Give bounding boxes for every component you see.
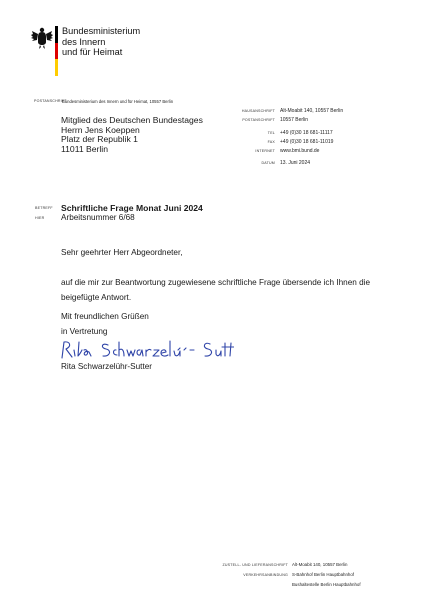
subject-line: Schriftliche Frage Monat Juni 2024 bbox=[61, 203, 203, 213]
footer-value: Bushaltestelle Berlin Hauptbahnhof bbox=[292, 582, 361, 587]
hier-label: HIER bbox=[35, 216, 45, 220]
info-label: TEL bbox=[267, 131, 275, 135]
ministry-name-line: und für Heimat bbox=[62, 47, 123, 57]
closing bbox=[61, 310, 401, 339]
footer-value: Alt-Moabit 140, 10557 Berlin bbox=[292, 562, 348, 567]
recipient-line: Herrn Jens Koeppen bbox=[61, 124, 140, 135]
info-value: 10557 Berlin bbox=[280, 117, 309, 123]
footer-row bbox=[200, 562, 400, 571]
recipient-line: Platz der Republik 1 bbox=[61, 134, 138, 145]
info-label: DATUM bbox=[261, 161, 275, 165]
info-label: POSTANSCHRIFT bbox=[242, 118, 275, 122]
info-value: Alt-Moabit 140, 10557 Berlin bbox=[280, 108, 344, 114]
closing-line: in Vertretung bbox=[61, 326, 108, 336]
handwritten-signature bbox=[58, 338, 234, 362]
footer-value: S-Bahnhof Berlin Hauptbahnhof bbox=[292, 572, 355, 577]
info-value: +49 (0)30 18 681-11019 bbox=[280, 139, 334, 145]
info-row bbox=[200, 139, 375, 148]
ministry-name-line: des Innern bbox=[62, 36, 106, 47]
info-row bbox=[200, 117, 375, 126]
footer-label: VERKEHRSANBINDUNG bbox=[243, 573, 288, 577]
info-row bbox=[200, 148, 375, 157]
reference-number: Arbeitsnummer 6/68 bbox=[61, 213, 135, 222]
closing-line: Mit freundlichen Grüßen bbox=[61, 312, 149, 321]
footer-row bbox=[200, 582, 400, 591]
recipient-line: 11011 Berlin bbox=[61, 143, 108, 154]
german-flag-bar bbox=[55, 26, 58, 76]
info-row bbox=[200, 160, 375, 169]
postanschrift-text: Bundesministerium des Innern und für Heimat, 10557 Berlin bbox=[62, 99, 174, 104]
betreff-label: BETREFF bbox=[35, 206, 53, 210]
recipient-line: Mitglied des Deutschen Bundestages bbox=[61, 115, 203, 125]
info-label: FAX bbox=[267, 140, 275, 144]
info-label: INTERNET bbox=[255, 149, 275, 153]
ministry-name bbox=[62, 26, 140, 58]
recipient-address bbox=[61, 116, 203, 154]
info-value: www.bmi.bund.de bbox=[280, 148, 320, 154]
info-label: HAUSANSCHRIFT bbox=[241, 109, 275, 113]
ministry-name-line: Bundesministerium bbox=[62, 26, 141, 36]
info-row bbox=[200, 108, 375, 117]
federal-eagle-icon bbox=[31, 26, 53, 50]
salutation: Sehr geehrter Herr Abgeordneter, bbox=[61, 248, 183, 257]
postanschrift-label: POSTANSCHRIFT bbox=[34, 99, 67, 103]
letter-paragraph: auf die mir zur Beantwortung zugewiesene schriftliche Frage übersende ich Ihnen die beigefügte Antwort. bbox=[61, 278, 371, 302]
info-row bbox=[200, 130, 375, 139]
signer-name: Rita Schwarzelühr-Sutter bbox=[61, 362, 153, 371]
info-value: 13. Juni 2024 bbox=[280, 160, 311, 166]
info-value: +49 (0)30 18 681-11117 bbox=[280, 130, 333, 136]
footer-label: ZUSTELL- UND LIEFERANSCHRIFT bbox=[222, 563, 288, 567]
footer-row bbox=[200, 572, 400, 581]
